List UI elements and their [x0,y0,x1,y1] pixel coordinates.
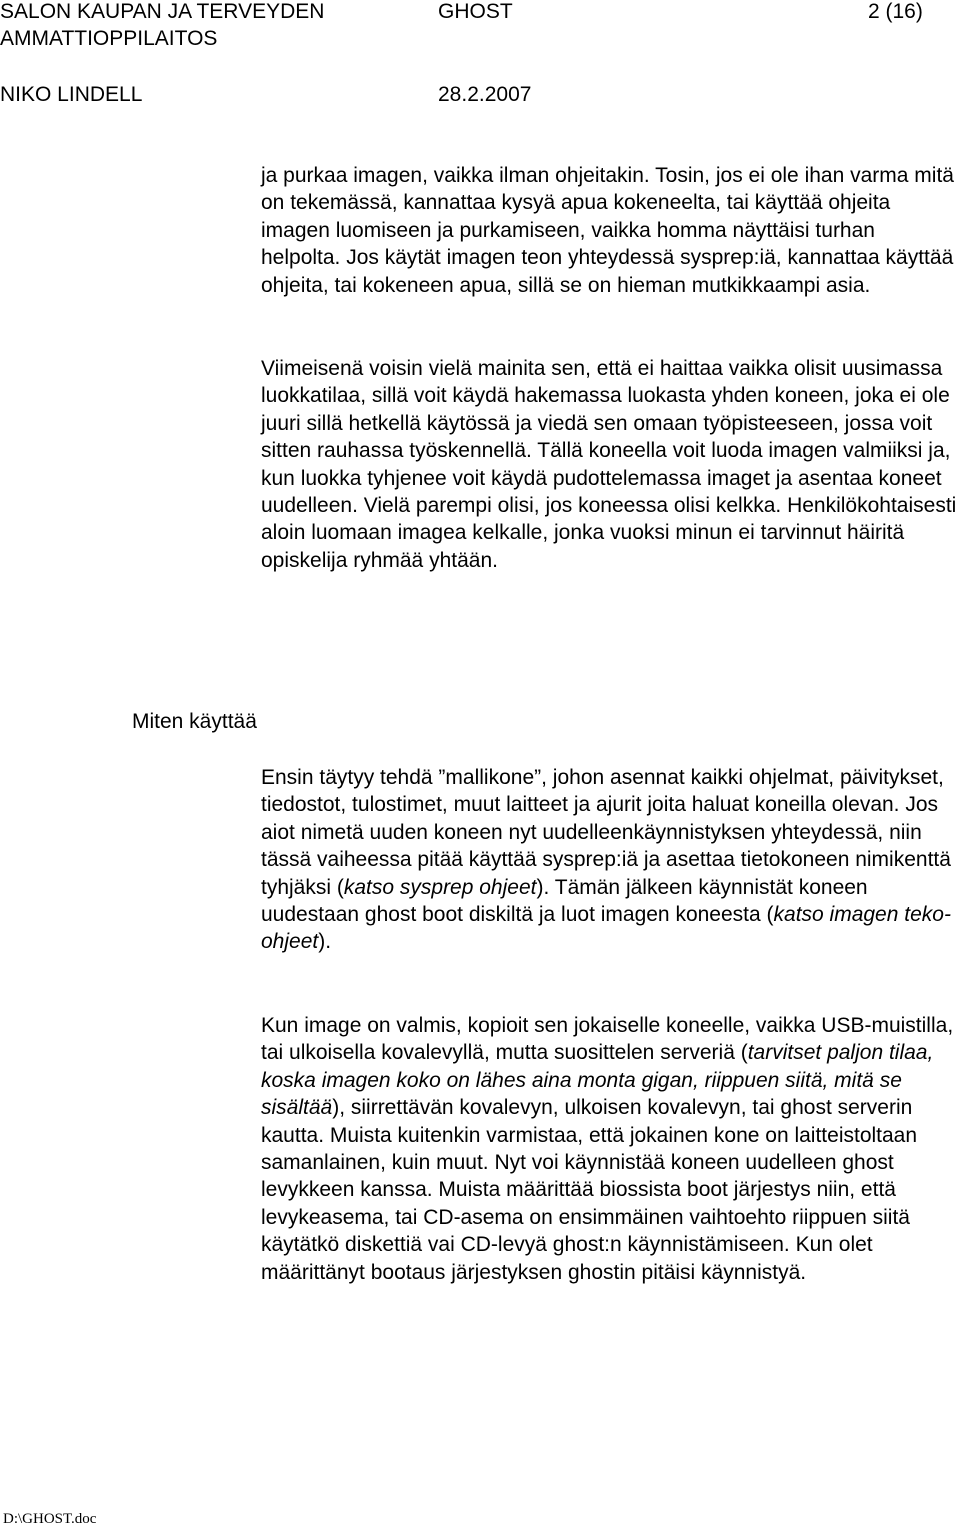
paragraph-1 [261,162,960,299]
paragraph-4-part-a: Kun image on valmis, kopioit sen jokaiselle koneelle, vaikka USB-muistilla, tai ulkoisella kovalevyllä, mutta suosittelen serveriä ( [261,1014,954,1065]
header-doc-title: GHOST [438,0,513,23]
paragraph-2-text: Viimeisenä voisin vielä mainita sen, että ei haittaa vaikka olisit uusimassa luokkatilaa, sillä voit käydä hakemassa luokasta yhden koneen, joka ei ole juuri sillä hetkellä käytössä ja viedä sen omaan työpisteeseen, jossa voit sitten rauhassa työskennellä. Tällä koneella voit luoda imagen valmiiksi ja, kun luokka tyhjenee voit käydä pudottelemassa imaget ja asentaa koneet uudelleen. Vielä parempi olisi, jos koneessa olisi kelkka. Henkilökohtaisesti aloin luomaan imagea kelkalle, jonka vuoksi minun ei tarvinnut häiritä opiskelija ryhmää yhtään. [261,357,957,572]
paragraph-4-text [261,1012,960,1286]
header-date: 28.2.2007 [438,83,532,106]
paragraph-4-part-c: ), siirrettävän kovalevyn, ulkoisen kovalevyn, tai ghost serverin kautta. Muista kuitenkin varmistaa, että jokainen kone on laitteistoltaan samanlainen, kuin muut. Nyt voi käynnistää koneen uudelleen ghost levykkeen kanssa. Muista määrittää biossista boot järjestys niin, että levykeasema, tai CD-asema on ensimmäinen vaihtoehto riippuen siitä käytätkö diskettiä vai CD-levyä ghost:n käynnistämiseen. Kun olet määrittänyt bootaus järjestyksen ghostin pitäisi käynnistyä. [261,1096,918,1284]
paragraph-3-italic-sysprep: katso sysprep ohjeet [343,875,537,899]
paragraph-3-text [261,764,960,956]
paragraph-4-italic-note: tarvitset paljon tilaa, koska imagen koko on lähes aina monta gigan, riippuen siitä, mitä se sisältää [261,1041,934,1120]
paragraph-4 [261,1012,960,1286]
header-school-line1: SALON KAUPAN JA TERVEYDEN [0,0,325,23]
paragraph-1-text: ja purkaa imagen, vaikka ilman ohjeitakin. Tosin, jos ei ole ihan varma mitä on tekemässä, kannattaa kysyä apua kokeneelta, tai käyttää ohjeita imagen luomiseen ja purkamiseen, vaikka homma näyttäisi turhan helpolta. Jos käytät imagen teon yhteydessä sysprep:iä, kannattaa käyttää ohjeita, tai kokeneen apua, sillä se on hieman mutkikkaampi asia. [261,164,954,297]
paragraph-2 [261,355,960,574]
paragraph-3-part-c: ). Tämän jälkeen käynnistät koneen uudestaan ghost boot diskiltä ja luot imagen koneesta ( [261,875,868,927]
paragraph-3-italic-imagen: katso imagen teko-ohjeet [261,903,951,954]
paragraph-3-part-a: Ensin täytyy tehdä ”mallikone”, johon asennat kaikki ohjelmat, päivitykset, tiedostot, tulostimet, muut laitteet ja ajurit joita haluat koneilla olevan. Jos aiot nimetä uuden koneen nyt uudelleenkäynnistyksen yhteydessä, niin tässä vaiheessa pitää käyttää sysprep:iä ja asettaa tietokoneen nimikenttä tyhjäksi ( [261,766,951,899]
paragraph-3-part-e: ). [318,930,332,954]
header-author: NIKO LINDELL [0,83,143,106]
section-heading: Miten käyttää [132,710,257,733]
header-page-number: 2 (16) [868,0,923,23]
paragraph-3 [261,764,960,956]
header-school-line2: AMMATTIOPPILAITOS [0,27,218,50]
footer-file-path: D:\GHOST.doc [3,1511,97,1527]
